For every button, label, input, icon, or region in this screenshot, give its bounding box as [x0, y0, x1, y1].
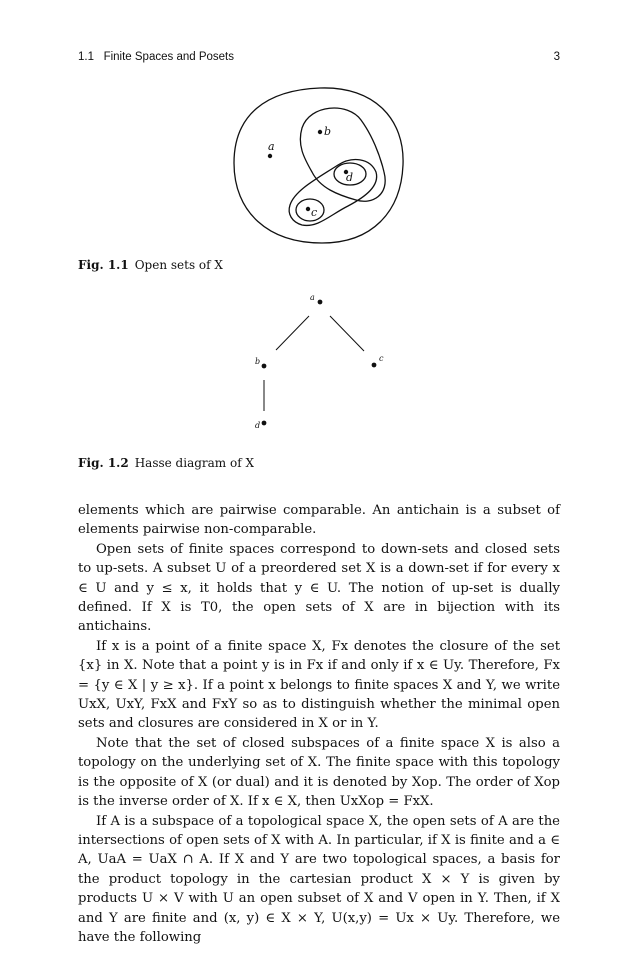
figure-2-caption [78, 456, 254, 470]
point-c-dot [306, 207, 310, 211]
node-b [262, 364, 267, 369]
open-set-c-inner [296, 199, 324, 221]
node-a-label: a [310, 293, 315, 302]
node-b-label: b [255, 357, 261, 366]
figure-hasse-diagram [0, 285, 638, 455]
body-text [78, 501, 560, 947]
paragraph-4: Note that the set of closed subspaces of a finite space X is also a topology on the underlying set of X. The finite space with this topology is the opposite of X (or dual) and it is denoted by Xop. The order of Xop is the inverse order of X. If x ∈ X, then UxXop = FxX. [78, 735, 560, 810]
paragraph-3: If x is a point of a finite space X, Fx denotes the closure of the set {x} in X. Note that a point y is in Fx if and only if x ∈ Uy. Therefore, Fx = {y ∈ X | y ≥ x}. If a point x belongs to finite spaces X and Y, we write UxX, UxY, FxX and FxY so as to distinguish whether the minimal open sets and closures are considered in X or in Y. [78, 638, 560, 732]
point-b-dot [318, 130, 322, 134]
point-a-dot [268, 154, 272, 158]
paragraph-1: elements which are pairwise comparable. An antichain is a subset of elements pairwise non-comparable. [78, 503, 560, 538]
point-d-label: d [346, 171, 354, 184]
point-b-label: b [324, 125, 332, 138]
figure-1-label: Fig. 1.1 [78, 258, 129, 272]
node-d [262, 421, 267, 426]
node-c [372, 363, 377, 368]
point-a-label: a [268, 140, 275, 153]
section-title: 1.1 Finite Spaces and Posets [78, 51, 234, 63]
node-d-label: d [255, 421, 261, 430]
figure-open-sets [0, 0, 638, 250]
figure-2-label: Fig. 1.2 [78, 456, 129, 470]
paragraph-5: If A is a subspace of a topological space X, the open sets of A are the intersections of open sets of X with A. In particular, if X is finite and a ∈ A, UaA = UaX ∩ A. If X and Y are two topological spaces, a basis for the product topology in the cartesian product X × Y is given by products U × V with U an open subset of X and V open in Y. Then, if X and Y are finite and (x, y) ∈ X × Y, U(x,y) = Ux × Uy. Therefore, we have the following [78, 813, 560, 945]
edge-a-b [276, 316, 309, 350]
edge-a-c [330, 316, 364, 351]
node-a [318, 300, 323, 305]
figure-2-text: Hasse diagram of X [134, 456, 255, 470]
page-number: 3 [553, 51, 560, 63]
open-set-c [289, 160, 377, 226]
figure-1-text: Open sets of X [134, 258, 223, 272]
point-c-label: c [311, 206, 318, 219]
paragraph-2: Open sets of finite spaces correspond to down-sets and closed sets to up-sets. A subset U of a preordered set X is a down-set if for every x ∈ U and y ≤ x, it holds that y ∈ U. The notion of up-set is dually defined. If X is T0, the open sets of X are in bijection with its antichains. [78, 541, 560, 635]
figure-1-caption [78, 258, 223, 272]
node-c-label: c [379, 354, 384, 363]
